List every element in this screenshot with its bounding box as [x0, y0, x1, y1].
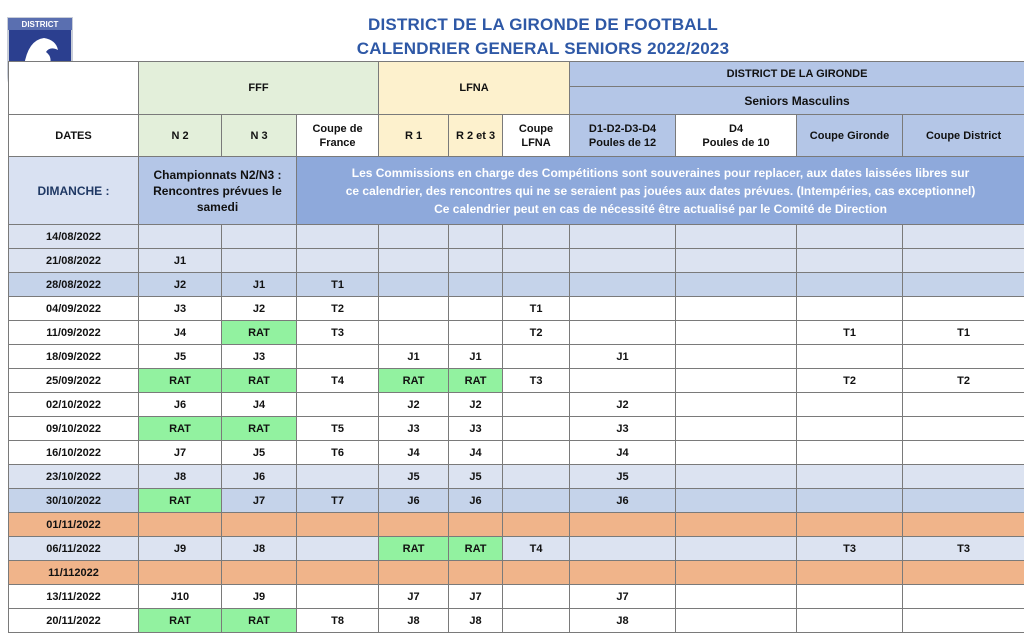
schedule-cell [449, 273, 503, 297]
schedule-cell [676, 513, 797, 537]
group-header-fff: FFF [139, 62, 379, 115]
date-cell: 13/11/2022 [9, 585, 139, 609]
svg-text:DISTRICT: DISTRICT [21, 20, 59, 29]
schedule-cell: J1 [139, 249, 222, 273]
schedule-cell: J3 [570, 417, 676, 441]
schedule-cell: T1 [297, 273, 379, 297]
page-subtitle: CALENDRIER GENERAL SENIORS 2022/2023 [356, 39, 730, 58]
schedule-cell: J5 [222, 441, 297, 465]
schedule-cell: J4 [139, 321, 222, 345]
date-cell: 11/112022 [9, 561, 139, 585]
schedule-cell: T2 [297, 297, 379, 321]
col-header-d1d4 [570, 115, 676, 157]
schedule-cell: T1 [797, 321, 903, 345]
schedule-cell [797, 465, 903, 489]
table-row [9, 417, 1024, 441]
col-header-n3: N 3 [222, 115, 297, 157]
schedule-cell [297, 393, 379, 417]
date-cell: 09/10/2022 [9, 417, 139, 441]
schedule-cell [379, 321, 449, 345]
schedule-cell: T6 [297, 441, 379, 465]
schedule-cell [297, 465, 379, 489]
schedule-cell: T1 [503, 297, 570, 321]
table-row [9, 225, 1024, 249]
schedule-cell: J2 [379, 393, 449, 417]
col-header-dates: DATES [9, 115, 139, 157]
schedule-cell [797, 609, 903, 633]
date-cell: 02/10/2022 [9, 393, 139, 417]
schedule-cell [297, 249, 379, 273]
schedule-cell [676, 465, 797, 489]
table-row [9, 393, 1024, 417]
date-cell: 14/08/2022 [9, 225, 139, 249]
schedule-cell [139, 225, 222, 249]
schedule-cell [503, 441, 570, 465]
schedule-cell [797, 249, 903, 273]
schedule-cell [449, 225, 503, 249]
schedule-cell [503, 513, 570, 537]
col-header-coupe-district: Coupe District [903, 115, 1024, 157]
schedule-cell: J3 [449, 417, 503, 441]
commission-note [297, 157, 1024, 225]
dimanche-label: DIMANCHE : [9, 157, 139, 225]
schedule-cell [797, 225, 903, 249]
schedule-cell: RAT [139, 489, 222, 513]
schedule-cell [676, 297, 797, 321]
col-header-r1: R 1 [379, 115, 449, 157]
calendar-table [8, 61, 1024, 633]
schedule-cell [379, 297, 449, 321]
schedule-cell [503, 393, 570, 417]
schedule-cell: J8 [139, 465, 222, 489]
schedule-cell: T2 [503, 321, 570, 345]
schedule-cell: J9 [222, 585, 297, 609]
schedule-cell: T2 [797, 369, 903, 393]
schedule-cell [903, 297, 1024, 321]
schedule-cell: RAT [379, 537, 449, 561]
schedule-cell: J7 [139, 441, 222, 465]
col-header-coupe-lfna: Coupe LFNA [503, 115, 570, 157]
commission-note-line2: ce calendrier, des rencontres qui ne se seraient pas jouées aux dates prévues. (Intempéries, cas exceptionnel) [345, 183, 976, 198]
schedule-cell [297, 585, 379, 609]
schedule-cell: RAT [222, 321, 297, 345]
table-row [9, 273, 1024, 297]
date-cell: 21/08/2022 [9, 249, 139, 273]
date-cell: 23/10/2022 [9, 465, 139, 489]
schedule-cell [676, 489, 797, 513]
table-row [9, 585, 1024, 609]
schedule-cell: J4 [222, 393, 297, 417]
schedule-cell: J2 [449, 393, 503, 417]
commission-note-line3: Ce calendrier peut en cas de nécessité être actualisé par le Comité de Direction [434, 201, 887, 216]
schedule-cell [903, 585, 1024, 609]
schedule-cell [903, 273, 1024, 297]
schedule-cell [449, 513, 503, 537]
schedule-cell [903, 249, 1024, 273]
schedule-cell: J5 [570, 465, 676, 489]
table-row [9, 609, 1024, 633]
schedule-cell: T4 [297, 369, 379, 393]
schedule-cell [797, 345, 903, 369]
schedule-cell [797, 297, 903, 321]
schedule-cell [797, 273, 903, 297]
schedule-cell: J7 [570, 585, 676, 609]
schedule-cell [297, 345, 379, 369]
table-row [9, 537, 1024, 561]
schedule-cell: T3 [297, 321, 379, 345]
schedule-cell [449, 249, 503, 273]
schedule-cell: J4 [449, 441, 503, 465]
schedule-cell [222, 513, 297, 537]
schedule-cell [676, 609, 797, 633]
schedule-cell: T5 [297, 417, 379, 441]
calendar-rows [9, 225, 1024, 633]
schedule-cell [379, 273, 449, 297]
schedule-cell [297, 537, 379, 561]
table-row [9, 249, 1024, 273]
col-header-d4-line1: D4 [729, 122, 744, 135]
schedule-cell: J2 [570, 393, 676, 417]
schedule-cell: T7 [297, 489, 379, 513]
schedule-cell [570, 321, 676, 345]
schedule-cell: J2 [222, 297, 297, 321]
schedule-cell [676, 441, 797, 465]
schedule-cell [797, 417, 903, 441]
schedule-cell [676, 585, 797, 609]
schedule-cell: T3 [797, 537, 903, 561]
schedule-cell [139, 561, 222, 585]
date-cell: 28/08/2022 [9, 273, 139, 297]
schedule-cell [379, 249, 449, 273]
schedule-cell: RAT [449, 369, 503, 393]
schedule-cell: RAT [222, 609, 297, 633]
schedule-cell: J8 [449, 609, 503, 633]
schedule-cell: T4 [503, 537, 570, 561]
schedule-cell: RAT [379, 369, 449, 393]
schedule-cell: J8 [222, 537, 297, 561]
schedule-cell [297, 561, 379, 585]
schedule-cell: J3 [379, 417, 449, 441]
schedule-cell [570, 369, 676, 393]
schedule-cell [449, 321, 503, 345]
schedule-cell: J3 [222, 345, 297, 369]
schedule-cell [222, 561, 297, 585]
schedule-cell: J2 [139, 273, 222, 297]
schedule-cell [139, 513, 222, 537]
table-row [9, 321, 1024, 345]
schedule-cell [676, 225, 797, 249]
group-header-lfna: LFNA [379, 62, 570, 115]
group-header-district: DISTRICT DE LA GIRONDE [570, 62, 1024, 87]
date-cell: 01/11/2022 [9, 513, 139, 537]
date-cell: 20/11/2022 [9, 609, 139, 633]
schedule-cell [903, 561, 1024, 585]
group-header-seniors: Seniors Masculins [570, 87, 1024, 115]
schedule-cell [570, 273, 676, 297]
schedule-cell [503, 585, 570, 609]
schedule-cell: J1 [570, 345, 676, 369]
schedule-cell: RAT [139, 369, 222, 393]
schedule-cell: J5 [379, 465, 449, 489]
table-row [9, 561, 1024, 585]
date-cell: 25/09/2022 [9, 369, 139, 393]
schedule-cell [379, 225, 449, 249]
schedule-cell [503, 249, 570, 273]
schedule-cell [449, 297, 503, 321]
schedule-cell [903, 513, 1024, 537]
schedule-cell [797, 561, 903, 585]
schedule-cell [903, 609, 1024, 633]
schedule-cell [676, 417, 797, 441]
schedule-cell: J8 [379, 609, 449, 633]
schedule-cell [503, 273, 570, 297]
schedule-cell [503, 417, 570, 441]
schedule-cell: T3 [503, 369, 570, 393]
schedule-cell [570, 513, 676, 537]
schedule-cell [297, 513, 379, 537]
table-row [9, 345, 1024, 369]
table-row [9, 489, 1024, 513]
schedule-cell: J7 [222, 489, 297, 513]
schedule-cell: J4 [570, 441, 676, 465]
schedule-cell: T8 [297, 609, 379, 633]
schedule-cell: RAT [139, 609, 222, 633]
schedule-cell [797, 513, 903, 537]
corner-cell [9, 62, 139, 115]
schedule-cell [903, 345, 1024, 369]
schedule-cell [503, 609, 570, 633]
schedule-cell: J4 [379, 441, 449, 465]
schedule-cell: J6 [222, 465, 297, 489]
schedule-cell: J6 [139, 393, 222, 417]
schedule-cell [570, 537, 676, 561]
schedule-cell [379, 561, 449, 585]
col-header-r23: R 2 et 3 [449, 115, 503, 157]
col-header-coupe-france: Coupe de France [297, 115, 379, 157]
schedule-cell: RAT [449, 537, 503, 561]
schedule-cell: T1 [903, 321, 1024, 345]
schedule-cell: J1 [449, 345, 503, 369]
col-header-d1d4-line1: D1-D2-D3-D4 [588, 122, 657, 135]
schedule-cell [676, 249, 797, 273]
schedule-cell [676, 321, 797, 345]
commission-note-line1: Les Commissions en charge des Compétitions sont souveraines pour replacer, aux dates laissées libres sur [351, 165, 970, 180]
schedule-cell: J7 [379, 585, 449, 609]
table-row [9, 297, 1024, 321]
schedule-cell [297, 225, 379, 249]
date-cell: 30/10/2022 [9, 489, 139, 513]
col-header-d4 [676, 115, 797, 157]
date-cell: 11/09/2022 [9, 321, 139, 345]
schedule-cell [676, 369, 797, 393]
schedule-cell: J1 [379, 345, 449, 369]
table-row [9, 465, 1024, 489]
schedule-cell [903, 393, 1024, 417]
schedule-cell [797, 489, 903, 513]
schedule-cell: J10 [139, 585, 222, 609]
page-title: DISTRICT DE LA GIRONDE DE FOOTBALL [368, 15, 718, 34]
col-header-d1d4-line2: Poules de 12 [588, 136, 657, 149]
date-cell: 06/11/2022 [9, 537, 139, 561]
date-cell: 16/10/2022 [9, 441, 139, 465]
n2-n3-note: Championnats N2/N3 : Rencontres prévues le samedi [139, 157, 297, 225]
schedule-cell [503, 489, 570, 513]
schedule-cell [676, 345, 797, 369]
schedule-cell: J7 [449, 585, 503, 609]
schedule-cell: J5 [449, 465, 503, 489]
date-cell: 18/09/2022 [9, 345, 139, 369]
schedule-cell [222, 249, 297, 273]
table-row [9, 441, 1024, 465]
schedule-cell [676, 393, 797, 417]
schedule-cell [797, 441, 903, 465]
schedule-cell [503, 225, 570, 249]
schedule-cell [903, 417, 1024, 441]
schedule-cell: J6 [379, 489, 449, 513]
schedule-cell: RAT [222, 369, 297, 393]
schedule-cell [449, 561, 503, 585]
schedule-cell: T3 [903, 537, 1024, 561]
schedule-cell [797, 393, 903, 417]
col-header-d4-line2: Poules de 10 [702, 136, 770, 149]
schedule-cell [570, 249, 676, 273]
schedule-cell [903, 441, 1024, 465]
schedule-cell: RAT [139, 417, 222, 441]
schedule-cell [570, 297, 676, 321]
schedule-cell [503, 465, 570, 489]
schedule-cell: J3 [139, 297, 222, 321]
schedule-cell [503, 345, 570, 369]
schedule-cell [903, 225, 1024, 249]
schedule-cell [570, 225, 676, 249]
table-row [9, 369, 1024, 393]
schedule-cell: J6 [570, 489, 676, 513]
schedule-cell [676, 537, 797, 561]
schedule-cell [676, 561, 797, 585]
schedule-cell [570, 561, 676, 585]
schedule-cell [222, 225, 297, 249]
col-header-coupe-gironde: Coupe Gironde [797, 115, 903, 157]
date-cell: 04/09/2022 [9, 297, 139, 321]
schedule-cell [379, 513, 449, 537]
schedule-cell: J5 [139, 345, 222, 369]
schedule-cell [903, 489, 1024, 513]
table-row [9, 513, 1024, 537]
schedule-cell: J6 [449, 489, 503, 513]
schedule-cell [676, 273, 797, 297]
schedule-cell: J1 [222, 273, 297, 297]
schedule-cell [903, 465, 1024, 489]
schedule-cell: T2 [903, 369, 1024, 393]
schedule-cell [503, 561, 570, 585]
schedule-cell: J9 [139, 537, 222, 561]
schedule-cell [797, 585, 903, 609]
schedule-cell: J8 [570, 609, 676, 633]
col-header-n2: N 2 [139, 115, 222, 157]
schedule-cell: RAT [222, 417, 297, 441]
